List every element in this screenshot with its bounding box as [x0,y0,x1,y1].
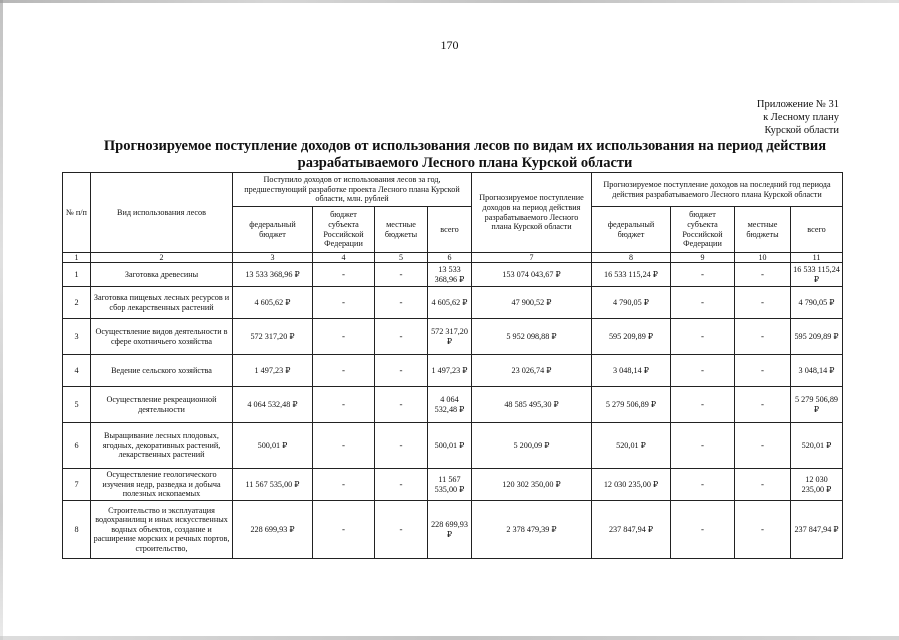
table-row [63,387,843,423]
table-row [63,355,843,387]
cell-federal-last-year: 12 030 235,00 ₽ [592,469,671,501]
cell-forecast-period: 48 585 495,30 ₽ [472,387,592,423]
header-local: местные бюджеты [375,207,428,253]
cell-forecast-period: 2 378 479,39 ₽ [472,501,592,559]
cell-local: - [375,355,428,387]
cell-subject-last-year: - [671,355,735,387]
column-number: 3 [233,253,313,263]
cell-subject: - [313,319,375,355]
cell-local-last-year: - [735,423,791,469]
column-number: 2 [91,253,233,263]
cell-federal-last-year: 595 209,89 ₽ [592,319,671,355]
cell-local: - [375,319,428,355]
cell-local-last-year: - [735,387,791,423]
cell-local: - [375,387,428,423]
cell-total: 11 567 535,00 ₽ [428,469,472,501]
row-number: 8 [63,501,91,559]
row-kind: Осуществление рекреационной деятельности [91,387,233,423]
cell-federal: 13 533 368,96 ₽ [233,263,313,287]
table-row [63,469,843,501]
scan-edge-left [0,0,3,640]
column-number: 8 [592,253,671,263]
header-subject: бюджет субъекта Российской Федерации [313,207,375,253]
row-kind: Осуществление видов деятельности в сфере охотничьего хозяйства [91,319,233,355]
cell-federal-last-year: 4 790,05 ₽ [592,287,671,319]
column-number: 4 [313,253,375,263]
cell-local: - [375,423,428,469]
cell-total-last-year: 520,01 ₽ [791,423,843,469]
column-number: 6 [428,253,472,263]
page-number: 170 [440,38,459,52]
column-number: 5 [375,253,428,263]
row-number: 2 [63,287,91,319]
cell-forecast-period: 5 952 098,88 ₽ [472,319,592,355]
appendix-line: Приложение № 31 [756,99,839,110]
cell-total-last-year: 12 030 235,00 ₽ [791,469,843,501]
cell-subject-last-year: - [671,501,735,559]
cell-total: 4 605,62 ₽ [428,287,472,319]
header-kind: Вид использования лесов [91,173,233,253]
cell-total-last-year: 4 790,05 ₽ [791,287,843,319]
cell-total: 228 699,93 ₽ [428,501,472,559]
column-number: 11 [791,253,843,263]
cell-local: - [375,469,428,501]
cell-federal-last-year: 3 048,14 ₽ [592,355,671,387]
table-row [63,423,843,469]
row-number: 1 [63,263,91,287]
header-federal: федеральный бюджет [233,207,313,253]
cell-local-last-year: - [735,263,791,287]
row-kind: Выращивание лесных плодовых, ягодных, декоративных растений, лекарственных растений [91,423,233,469]
cell-forecast-period: 120 302 350,00 ₽ [472,469,592,501]
cell-subject: - [313,355,375,387]
cell-federal-last-year: 520,01 ₽ [592,423,671,469]
column-number: 10 [735,253,791,263]
row-kind: Ведение сельского хозяйства [91,355,233,387]
cell-total-last-year: 595 209,89 ₽ [791,319,843,355]
cell-local-last-year: - [735,287,791,319]
cell-federal-last-year: 16 533 115,24 ₽ [592,263,671,287]
column-number: 9 [671,253,735,263]
cell-subject-last-year: - [671,287,735,319]
cell-total-last-year: 237 847,94 ₽ [791,501,843,559]
header-forecast-last-year-group: Прогнозируемое поступление доходов на последний год периода действия разрабатываемого Лесного плана Курской области [592,173,843,207]
appendix-line: к Лесному плану [763,112,839,123]
cell-total-last-year: 5 279 506,89 ₽ [791,387,843,423]
table-row [63,501,843,559]
cell-total: 572 317,20 ₽ [428,319,472,355]
row-number: 4 [63,355,91,387]
cell-forecast-period: 23 026,74 ₽ [472,355,592,387]
cell-subject-last-year: - [671,263,735,287]
row-number: 7 [63,469,91,501]
cell-federal-last-year: 5 279 506,89 ₽ [592,387,671,423]
column-number: 1 [63,253,91,263]
column-number: 7 [472,253,592,263]
cell-local-last-year: - [735,469,791,501]
cell-subject-last-year: - [671,319,735,355]
cell-subject: - [313,501,375,559]
cell-forecast-period: 47 900,52 ₽ [472,287,592,319]
cell-federal: 572 317,20 ₽ [233,319,313,355]
cell-total: 500,01 ₽ [428,423,472,469]
row-kind: Осуществление геологического изучения недр, разведка и добыча полезных ископаемых [91,469,233,501]
cell-local: - [375,287,428,319]
cell-federal: 500,01 ₽ [233,423,313,469]
cell-federal: 228 699,93 ₽ [233,501,313,559]
scan-edge-top [0,0,899,3]
header-total: всего [428,207,472,253]
cell-forecast-period: 5 200,09 ₽ [472,423,592,469]
cell-forecast-period: 153 074 043,67 ₽ [472,263,592,287]
cell-local: - [375,501,428,559]
cell-federal-last-year: 237 847,94 ₽ [592,501,671,559]
row-kind: Заготовка пищевых лесных ресурсов и сбор лекарственных растений [91,287,233,319]
cell-subject: - [313,387,375,423]
cell-subject-last-year: - [671,423,735,469]
cell-local-last-year: - [735,319,791,355]
header-num: № п/п [63,173,91,253]
cell-subject: - [313,287,375,319]
cell-federal: 11 567 535,00 ₽ [233,469,313,501]
header-local: местные бюджеты [735,207,791,253]
row-kind: Заготовка древесины [91,263,233,287]
row-number: 6 [63,423,91,469]
cell-subject: - [313,423,375,469]
cell-total-last-year: 3 048,14 ₽ [791,355,843,387]
header-subject: бюджет субъекта Российской Федерации [671,207,735,253]
header-total: всего [791,207,843,253]
row-kind: Строительство и эксплуатация водохранилищ и иных искусственных водных объектов, создание и расширение морских и речных портов, строительство, [91,501,233,559]
table-row [63,319,843,355]
cell-total: 1 497,23 ₽ [428,355,472,387]
header-forecast-period: Прогнозируемое поступление доходов на период действия разрабатываемого Лесного плана Курской области [472,173,592,253]
cell-total-last-year: 16 533 115,24 ₽ [791,263,843,287]
cell-subject-last-year: - [671,387,735,423]
cell-federal: 1 497,23 ₽ [233,355,313,387]
appendix-line: Курской области [764,125,839,136]
cell-federal: 4 064 532,48 ₽ [233,387,313,423]
cell-subject: - [313,263,375,287]
cell-total: 4 064 532,48 ₽ [428,387,472,423]
cell-local-last-year: - [735,355,791,387]
header-received-group: Поступило доходов от использования лесов за год, предшествующий разработке проекта Лесного плана Курской области, млн. рублей [233,173,472,207]
column-number-row [63,253,843,263]
cell-subject-last-year: - [671,469,735,501]
row-number: 3 [63,319,91,355]
cell-federal: 4 605,62 ₽ [233,287,313,319]
cell-local: - [375,263,428,287]
cell-subject: - [313,469,375,501]
header-federal: федеральный бюджет [592,207,671,253]
revenue-table [62,172,843,559]
table-row [63,263,843,287]
table-row [63,287,843,319]
document-title: Прогнозируемое поступление доходов от использования лесов по видам их использования на период действия разрабатываемого Лесного плана Курской области [103,138,827,171]
cell-total: 13 533 368,96 ₽ [428,263,472,287]
appendix-note [757,98,839,137]
scan-edge-bottom [0,636,899,640]
cell-local-last-year: - [735,501,791,559]
row-number: 5 [63,387,91,423]
